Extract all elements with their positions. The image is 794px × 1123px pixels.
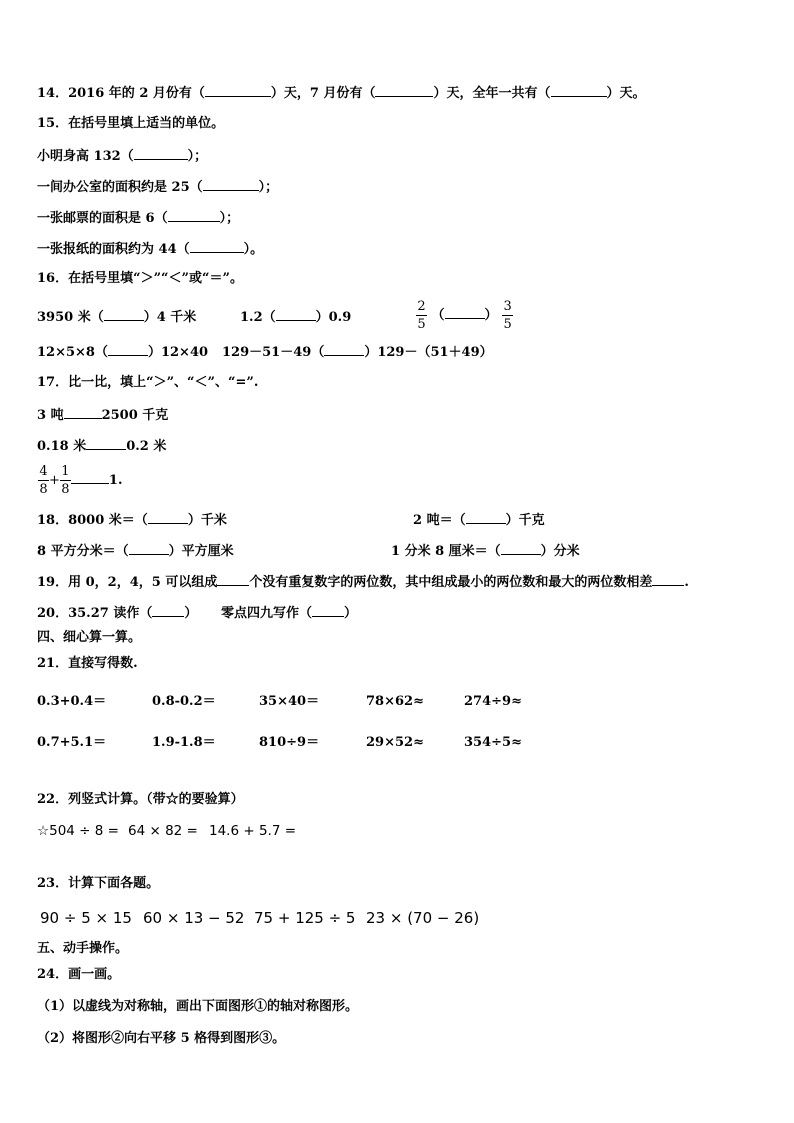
question-17-item-1: 3 吨 2500 千克: [37, 408, 169, 423]
calc-item: 29×52≈: [366, 735, 424, 750]
vertical-calc-item: 64 × 82 =: [128, 823, 198, 839]
answer-blank[interactable]: [324, 343, 364, 356]
answer-blank[interactable]: [152, 604, 184, 617]
vertical-calc-item: 14.6 + 5.7 =: [209, 823, 297, 839]
answer-blank[interactable]: [205, 84, 271, 97]
calc-item: 1.9-1.8＝: [152, 735, 216, 750]
question-22-title: 22．列竖式计算。（带☆的要验算）: [37, 792, 244, 807]
question-18-item-4: 1 分米 8 厘米＝（ ）分米: [391, 544, 580, 559]
answer-blank[interactable]: [108, 343, 148, 356]
question-17-title: 17．比一比，填上“＞”、“＜”、“=”.: [37, 375, 259, 390]
calc-item: 0.8-0.2＝: [152, 694, 216, 709]
question-18-item-3: 8 平方分米＝（ ）平方厘米: [37, 544, 234, 559]
answer-blank[interactable]: [375, 84, 433, 97]
calc-item: 35×40＝: [259, 694, 320, 709]
question-21-title: 21．直接写得数.: [37, 656, 138, 671]
answer-blank[interactable]: [652, 573, 684, 586]
answer-blank[interactable]: [445, 306, 485, 319]
section-5-heading: 五、动手操作。: [37, 941, 129, 956]
calc-expression: 60 × 13 − 52: [143, 909, 245, 927]
question-20: 20．35.27 读作（ ）: [37, 606, 198, 621]
fraction: $\frac{3}{5}$: [503, 299, 512, 332]
calc-item: 810÷9＝: [259, 735, 320, 750]
question-16-item-3: $\frac{2}{5}$ （ ） $\frac{3}{5}$: [417, 299, 512, 332]
calc-expression: 75 + 125 ÷ 5: [254, 909, 356, 927]
answer-blank[interactable]: [86, 437, 126, 450]
question-16-item-1: 3950 米（ ）4 千米: [37, 310, 197, 325]
question-16-item-5: 129－51－49（ ）129－（51＋49）: [222, 345, 493, 360]
answer-blank[interactable]: [104, 308, 144, 321]
question-14: 14．2016 年的 2 月份有（ ）天，7 月份有（ ）天，全年一共有（ ）天。: [37, 86, 646, 101]
question-24-title: 24．画一画。: [37, 967, 121, 982]
answer-blank[interactable]: [312, 604, 344, 617]
question-23-title: 23．计算下面各题。: [37, 876, 160, 891]
vertical-calc-item: ☆504 ÷ 8 =: [37, 823, 119, 839]
answer-blank[interactable]: [551, 84, 607, 97]
question-15-item-2: 一间办公室的面积约是 25（ ）；: [37, 180, 279, 195]
answer-blank[interactable]: [203, 178, 259, 191]
question-24-part-2: （2）将图形②向右平移 5 格得到图形③。: [37, 1031, 286, 1046]
question-15-item-4: 一张报纸的面积约为 44（ ）。: [37, 242, 264, 257]
question-18-item-2: 2 吨＝（ ）千克: [413, 513, 545, 528]
calc-item: 0.3+0.4＝: [37, 694, 107, 709]
question-16-item-4: 12×5×8（ ）12×40: [37, 345, 209, 360]
question-15-item-3: 一张邮票的面积是 6（ ）；: [37, 211, 240, 226]
question-15-title: 15．在括号里填上适当的单位。: [37, 116, 225, 131]
calc-item: 78×62≈: [366, 694, 424, 709]
answer-blank[interactable]: [501, 542, 541, 555]
answer-blank[interactable]: [217, 573, 249, 586]
question-17-item-3: $\frac{4}{8}$ + $\frac{1}{8}$ 1.: [39, 464, 123, 497]
answer-blank[interactable]: [276, 308, 316, 321]
question-15-item-1: 小明身高 132（ ）；: [37, 149, 208, 164]
calc-item: 274÷9≈: [464, 694, 522, 709]
calc-expression: 90 ÷ 5 × 15: [40, 909, 132, 927]
answer-blank[interactable]: [64, 406, 102, 419]
question-20-part-2: 零点四九写作（ ）: [221, 606, 358, 621]
question-19: 19．用 0，2，4，5 可以组成 个没有重复数字的两位数，其中组成最小的两位数和最大的两位数相差 .: [37, 575, 689, 590]
question-16-item-2: 1.2（ ）0.9: [240, 310, 352, 325]
answer-blank[interactable]: [190, 240, 244, 253]
calc-item: 354÷5≈: [464, 735, 522, 750]
question-18-item-1: 18．8000 米＝（ ）千米: [37, 513, 227, 528]
fraction: $\frac{2}{5}$: [417, 299, 426, 332]
question-24-part-1: （1）以虚线为对称轴，画出下面图形①的轴对称图形。: [37, 999, 359, 1014]
answer-blank[interactable]: [148, 511, 188, 524]
answer-blank[interactable]: [129, 542, 169, 555]
calc-expression: 23 × (70 − 26): [366, 909, 480, 927]
answer-blank[interactable]: [466, 511, 506, 524]
fraction: $\frac{4}{8}$: [39, 464, 48, 497]
fraction: $\frac{1}{8}$: [61, 464, 70, 497]
answer-blank[interactable]: [168, 209, 220, 222]
section-4-heading: 四、细心算一算。: [37, 630, 142, 645]
question-16-title: 16．在括号里填“＞”“＜”或“＝”。: [37, 271, 243, 286]
answer-blank[interactable]: [134, 147, 188, 160]
calc-item: 0.7+5.1＝: [37, 735, 107, 750]
answer-blank[interactable]: [71, 471, 109, 484]
question-17-item-2: 0.18 米 0.2 米: [37, 439, 167, 454]
